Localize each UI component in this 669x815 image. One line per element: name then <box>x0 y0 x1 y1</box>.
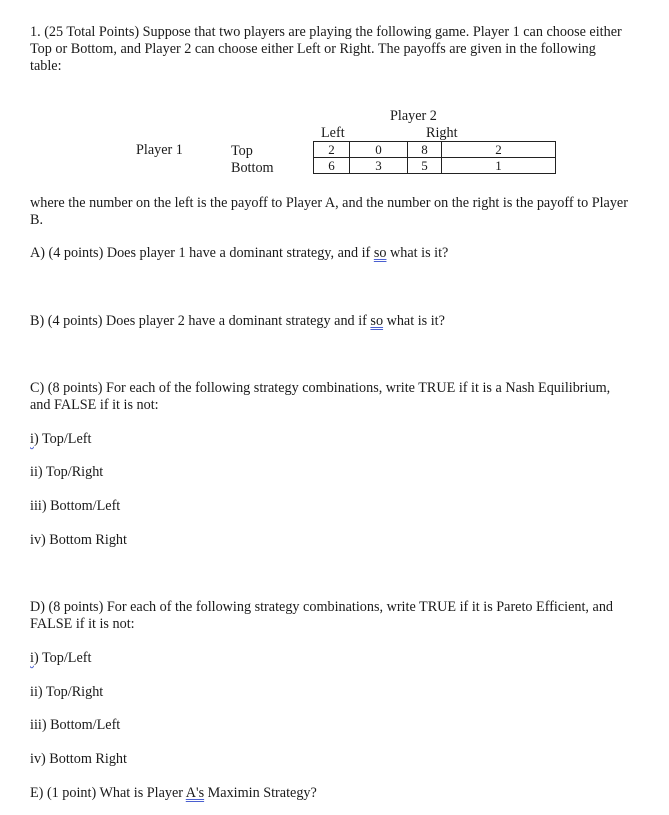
part-d-line-2: FALSE if it is not: <box>30 616 135 632</box>
row-top-label: Top <box>231 143 253 159</box>
part-c-item-1 <box>30 431 91 447</box>
column-right-label: Right <box>426 125 458 141</box>
proofing-flag: A's <box>185 785 205 801</box>
row-bottom-label: Bottom <box>231 160 274 176</box>
payoff-row-top <box>314 142 556 158</box>
part-e-question <box>30 785 317 801</box>
part-d-item-3: iii) Bottom/Left <box>30 717 121 733</box>
question-intro-line-2: Top or Bottom, and Player 2 can choose either Left or Right. The payoffs are given in the following <box>30 41 596 57</box>
part-d-line-1: D) (8 points) For each of the following strategy combinations, write TRUE if it is Pareto Efficient, and <box>30 599 614 615</box>
part-b-question <box>30 313 445 329</box>
payoff-cell: 1 <box>442 158 556 174</box>
payoff-row-bottom <box>314 158 556 174</box>
part-a-text-end: what is it? <box>386 245 449 261</box>
part-c-item-4: iv) Bottom Right <box>30 532 127 548</box>
payoff-cell: 6 <box>314 158 350 174</box>
part-e-text: E) (1 point) What is Player <box>30 785 186 801</box>
part-c-line-1: C) (8 points) For each of the following strategy combinations, write TRUE if it is a Nash Equilibrium, <box>30 380 611 396</box>
part-c-item-3: iii) Bottom/Left <box>30 498 121 514</box>
proofing-flag: i <box>30 650 34 666</box>
player-2-label: Player 2 <box>390 108 437 124</box>
part-c-item-2: ii) Top/Right <box>30 464 104 480</box>
part-a-question <box>30 245 448 261</box>
player-1-label: Player 1 <box>136 142 183 158</box>
payoff-cell: 2 <box>314 142 350 158</box>
proofing-flag: so <box>373 245 387 261</box>
part-e-text-end: Maximin Strategy? <box>204 785 317 801</box>
payoff-cell: 2 <box>442 142 556 158</box>
item-text: ) Top/Left <box>33 650 92 666</box>
where-text-line-1: where the number on the left is the payoff to Player A, and the number on the right is the payoff to Player <box>30 195 628 211</box>
proofing-flag: so <box>370 313 384 329</box>
part-d-item-1 <box>30 650 91 666</box>
where-text-line-2: B. <box>30 212 44 228</box>
part-c-line-2: and FALSE if it is not: <box>30 397 159 413</box>
question-intro-line-3: table: <box>30 58 62 74</box>
payoff-cell: 5 <box>408 158 442 174</box>
payoff-cell: 3 <box>350 158 408 174</box>
part-a-text: A) (4 points) Does player 1 have a dominant strategy, and if <box>30 245 374 261</box>
item-text: ) Top/Left <box>33 431 92 447</box>
payoff-table <box>313 141 556 174</box>
proofing-flag: i <box>30 431 34 447</box>
part-b-text-end: what is it? <box>383 313 445 329</box>
question-intro-line-1: 1. (25 Total Points) Suppose that two players are playing the following game. Player 1 can choose either <box>30 24 622 40</box>
part-d-item-4: iv) Bottom Right <box>30 751 127 767</box>
part-d-item-2: ii) Top/Right <box>30 684 104 700</box>
payoff-cell: 8 <box>408 142 442 158</box>
part-b-text: B) (4 points) Does player 2 have a dominant strategy and if <box>30 313 371 329</box>
column-left-label: Left <box>321 125 345 141</box>
payoff-cell: 0 <box>350 142 408 158</box>
